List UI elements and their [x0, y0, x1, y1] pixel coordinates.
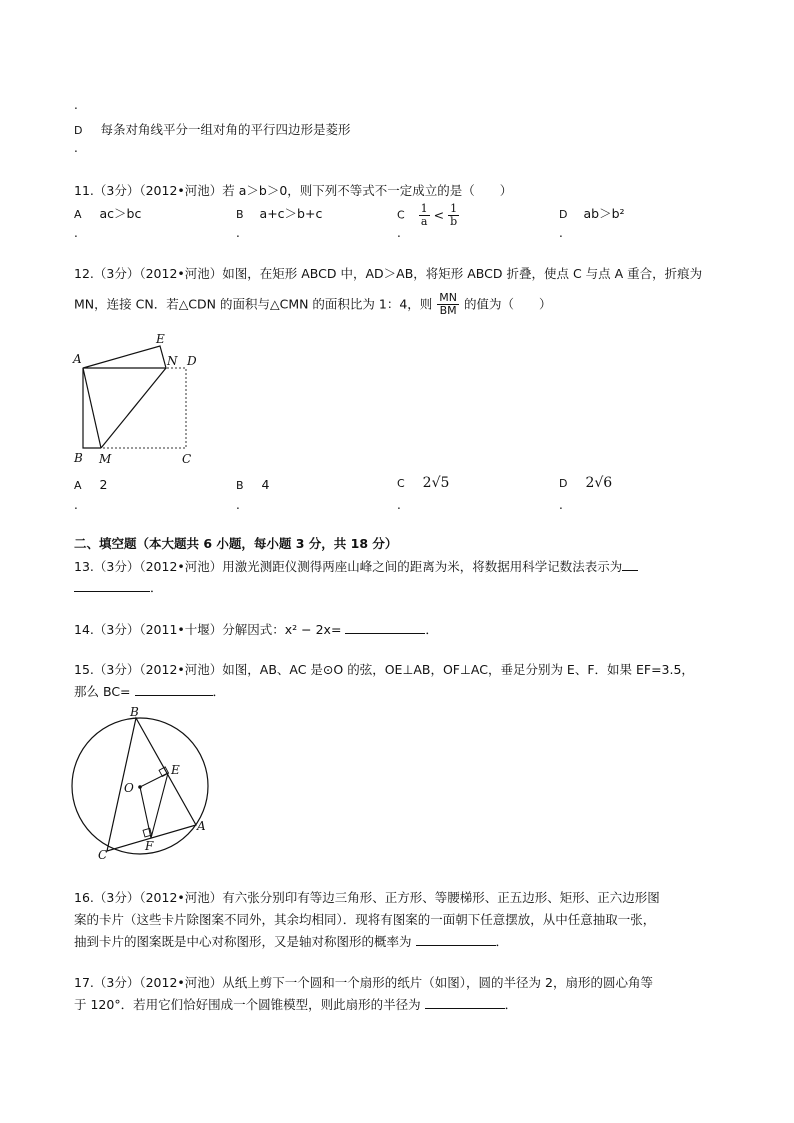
- option-dot: .: [397, 226, 401, 240]
- option-label: D: [74, 124, 83, 137]
- option-text: ab＞b²: [583, 206, 625, 221]
- label-d: D: [187, 354, 197, 368]
- fraction-1-over-a: [419, 203, 430, 228]
- q16-line3: [74, 934, 508, 949]
- option-text: 每条对角线平分一组对角的平行四边形是菱形: [100, 122, 351, 137]
- option-text: a+c＞b+c: [259, 206, 323, 221]
- q12-option-a: [74, 478, 107, 493]
- option-dot: .: [559, 498, 563, 512]
- segments-oe-of-ef: [140, 773, 168, 838]
- label-a: A: [73, 352, 82, 366]
- option-dot: .: [236, 498, 240, 512]
- label-a: A: [197, 819, 206, 833]
- answer-blank: [622, 559, 638, 571]
- fraction-denominator: a: [420, 215, 428, 228]
- option-dot: .: [559, 226, 563, 240]
- q17-period: ．: [504, 997, 518, 1012]
- fraction-mn-over-bm: [437, 292, 459, 317]
- less-than-sign: <: [433, 207, 445, 223]
- q13-text: 13.（3分）（2012•河池）用激光测距仪测得两座山峰之间的距离为米，将数据用科学记数法表示为: [74, 559, 623, 574]
- crease-mn: [101, 368, 166, 448]
- option-dot: .: [397, 498, 401, 512]
- answer-blank: [345, 622, 425, 634]
- q15-line2: [74, 684, 225, 699]
- option-text: 2√5: [422, 475, 450, 491]
- option-label: B: [236, 208, 244, 221]
- q10-option-d: [74, 123, 350, 138]
- q12-option-b: [236, 478, 269, 493]
- q11-option-c: [397, 203, 459, 228]
- option-label: A: [74, 208, 82, 221]
- q12-stem-line2: [74, 292, 552, 317]
- option-label: D: [559, 477, 568, 490]
- fraction-denominator: b: [450, 215, 458, 228]
- label-c: C: [182, 452, 192, 466]
- option-label: C: [397, 477, 405, 490]
- fraction-numerator: 1: [420, 202, 428, 215]
- q14-period: ．: [425, 622, 438, 637]
- option-dot: .: [74, 498, 78, 512]
- option-dot: .: [74, 141, 78, 155]
- label-b: B: [130, 705, 139, 719]
- q14-line: [74, 622, 438, 637]
- option-label: C: [397, 208, 405, 222]
- fraction-numerator: 1: [448, 203, 459, 216]
- option-text: ac＞bc: [99, 206, 142, 221]
- option-dot: .: [236, 226, 240, 240]
- option-text: 2√6: [585, 475, 613, 491]
- option-dot: .: [74, 226, 78, 240]
- section-heading: 二、填空题（本大题共 6 小题，每小题 3 分，共 18 分）: [74, 536, 398, 551]
- label-n: N: [167, 354, 178, 368]
- q12-stem-text-end: 的值为（ ）: [464, 296, 552, 312]
- option-dot: .: [74, 98, 78, 112]
- triangle-abc: [107, 718, 196, 851]
- q12-option-d: [559, 476, 612, 491]
- option-label: D: [559, 208, 568, 221]
- fraction-1-over-b: [448, 203, 459, 228]
- answer-blank: [416, 934, 496, 946]
- fraction-numerator: MN: [439, 291, 458, 304]
- q11-option-b: [236, 207, 322, 222]
- option-text: 4: [261, 477, 270, 492]
- q13-line2: [74, 580, 163, 595]
- q12-option-c: [397, 476, 449, 491]
- q16-text: 抽到卡片的图案既是中心对称图形，又是轴对称图形的概率为: [74, 934, 412, 949]
- q11-stem: 11.（3分）（2012•河池）若 a＞b＞0，则下列不等式不一定成立的是（ ）: [74, 183, 513, 198]
- q15-line1: 15.（3分）（2012•河池）如图，AB、AC 是⊙O 的弦，OE⊥AB，OF⊥AC，垂足分别为 E、F．如果 EF=3.5，: [74, 662, 694, 677]
- label-e: E: [171, 763, 180, 777]
- q16-period: ．: [495, 934, 509, 949]
- q15-circle-chords-figure: [64, 703, 224, 863]
- segment-am: [83, 368, 101, 448]
- answer-blank: [74, 580, 150, 592]
- q12-stem-text: MN，连接 CN．若△CDN 的面积与△CMN 的面积比为 1：4，则: [74, 296, 433, 312]
- q13-line1: [74, 559, 638, 574]
- option-label: B: [236, 479, 244, 492]
- q17-text: 于 120°．若用它们恰好围成一个圆锥模型，则此扇形的半径为: [74, 997, 421, 1012]
- fraction-denominator: BM: [439, 304, 457, 317]
- q11-option-d: [559, 207, 625, 222]
- q16-line2: 案的卡片（这些卡片除图案不同外，其余均相同）．现将有图案的一面朝下任意摆放，从中任意抽取一张，: [74, 912, 656, 927]
- option-text: 2: [99, 477, 108, 492]
- label-e: E: [156, 332, 165, 346]
- answer-blank: [135, 684, 213, 696]
- q16-line1: 16.（3分）（2012•河池）有六张分别印有等边三角形、正方形、等腰梯形、正五边形、矩形、正六边形图: [74, 890, 660, 905]
- label-c: C: [98, 848, 108, 862]
- q12-stem-line1: 12.（3分）（2012•河池）如图，在矩形 ABCD 中，AD＞AB，将矩形 ABCD 折叠，使点 C 与点 A 重合，折痕为: [74, 266, 703, 281]
- label-o: O: [124, 781, 134, 795]
- right-angle-mark-f: [143, 828, 152, 837]
- q12-rectangle-fold-figure: [66, 330, 206, 470]
- option-label: A: [74, 479, 82, 492]
- label-f: F: [145, 839, 154, 853]
- center-point-o: [138, 785, 142, 789]
- label-m: M: [99, 452, 112, 466]
- q17-line2: [74, 997, 517, 1012]
- q15-period: ．: [212, 684, 226, 699]
- q13-period: ．: [150, 580, 163, 595]
- label-b: B: [74, 451, 83, 465]
- folded-triangle-aen: [83, 346, 166, 368]
- answer-blank: [425, 997, 505, 1009]
- q11-option-a: [74, 207, 141, 222]
- q15-text: 那么 BC=: [74, 684, 131, 699]
- q17-line1: 17.（3分）（2012•河池）从纸上剪下一个圆和一个扇形的纸片（如图），圆的半径为 2，扇形的圆心角等: [74, 975, 653, 990]
- q14-text: 14.（3分）（2011•十堰）分解因式：x² − 2x=: [74, 622, 342, 637]
